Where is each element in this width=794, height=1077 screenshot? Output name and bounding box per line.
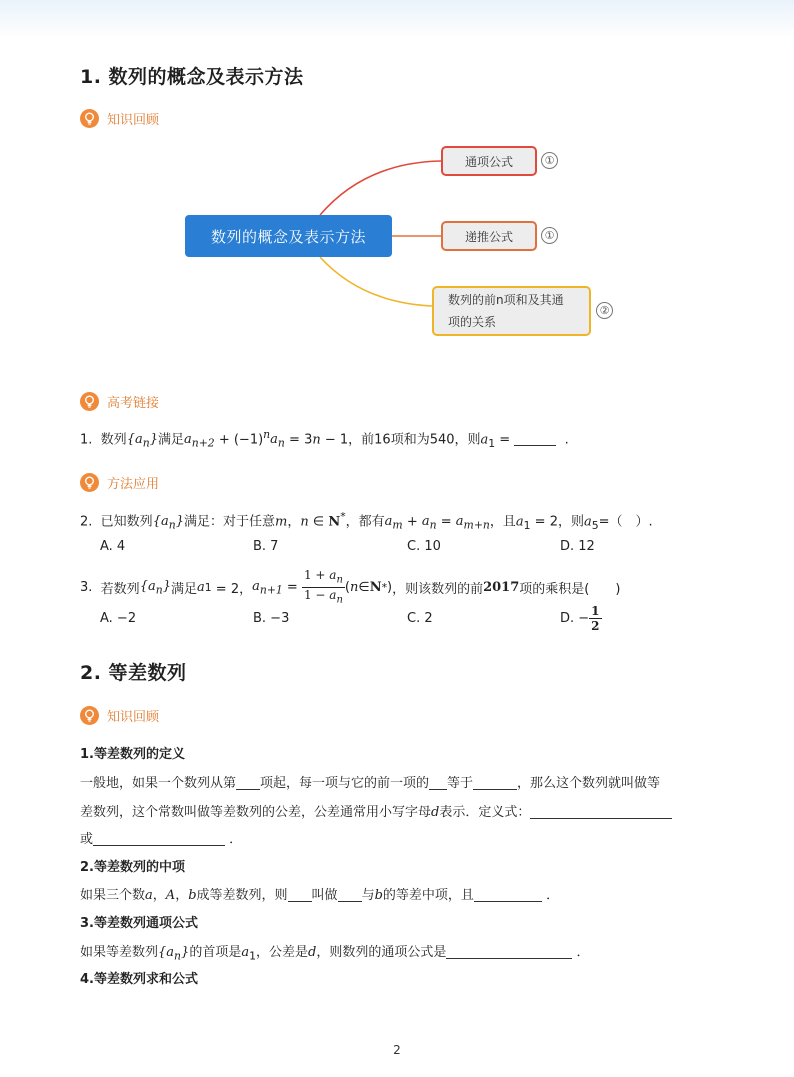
mindmap-node-sum-relation: 数列的前n项和及其通项的关系 — [432, 286, 591, 336]
section2-knowledge-label: 知识回顾 — [80, 706, 159, 725]
question-3: 3. 若数列 $\{a_n\}$ 满足 a 1 = 2， $a_{n+1}$ = $\frac{1 + a_n}{1 - a_n}$ ( n ∈ N * ) ，则该数列的前 2017 项的乘积是( ) — [80, 568, 621, 606]
top-band — [0, 0, 794, 38]
q3-option-b: B. −3 — [253, 611, 290, 626]
lightbulb-icon — [80, 706, 99, 725]
section1-title: 1. 数列的概念及表示方法 — [80, 66, 304, 88]
method-label: 方法应用 — [80, 473, 159, 492]
mindmap-badge-3: ② — [596, 302, 613, 319]
mindmap-node-general-term: 通项公式 — [441, 146, 537, 176]
q2-option-a: A. 4 — [100, 539, 126, 554]
question-1: 1. 数列$\{a_n\}$满足$a_{n+2} + (-1)^na_n = 3n - 1$，前16项和为540，则$a_1$ = . — [80, 428, 569, 450]
question-2: 2. 已知数列$\{a_n\}$满足：对于任意m，n ∈ N*，都有$a_m + a_n = a_{m+n}$，且$a_1 = 2$，则$a_5=$（ ）. — [80, 510, 653, 532]
section2-title: 2. 等差数列 — [80, 662, 187, 684]
heading-definition: 1.等差数列的定义 — [80, 747, 185, 762]
page-number: 2 — [393, 1043, 401, 1057]
lightbulb-icon — [80, 473, 99, 492]
mindmap-badge-2: ① — [541, 227, 558, 244]
heading-sum-formula: 4.等差数列求和公式 — [80, 972, 198, 987]
q2-option-c: C. 10 — [407, 539, 441, 554]
general-term-line: 如果等差数列$\{a_n\}$的首项是$a_1$，公差是d，则数列的通项公式是 ． — [80, 945, 590, 963]
q2-option-d: D. 12 — [560, 539, 595, 554]
middle-term-line: 如果三个数a，A，b成等差数列，则 叫做 与b的等差中项，且 ． — [80, 888, 560, 903]
gaokao-label: 高考链接 — [80, 392, 159, 411]
heading-general-term: 3.等差数列通项公式 — [80, 916, 198, 931]
definition-line-3: 或 ． — [80, 832, 243, 847]
definition-line-1: 一般地，如果一个数列从第 项起，每一项与它的前一项的 等于 ，那么这个数列就叫做等 — [80, 776, 661, 791]
q3-option-a: A. −2 — [100, 611, 137, 626]
q2-option-b: B. 7 — [253, 539, 279, 554]
mindmap-badge-1: ① — [541, 152, 558, 169]
mindmap-node-recursive: 递推公式 — [441, 221, 537, 251]
lightbulb-icon — [80, 109, 99, 128]
section1-knowledge-label: 知识回顾 — [80, 109, 159, 128]
mindmap-root: 数列的概念及表示方法 — [185, 215, 392, 257]
heading-middle-term: 2.等差数列的中项 — [80, 860, 185, 875]
q3-option-d: D. − $\frac{1}{2}$ — [560, 604, 600, 633]
lightbulb-icon — [80, 392, 99, 411]
q3-option-c: C. 2 — [407, 611, 433, 626]
definition-line-2: 差数列，这个常数叫做等差数列的公差，公差通常用小写字母d表示．定义式： — [80, 801, 672, 820]
